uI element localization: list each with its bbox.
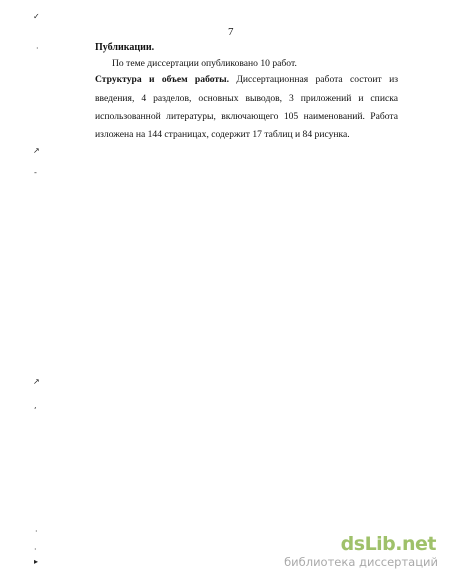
publications-heading: Публикации. [95, 42, 155, 53]
page-number: 7 [228, 26, 234, 38]
structure-first-line [95, 74, 398, 85]
scan-mark: · [36, 44, 39, 53]
watermark-tagline: библиотека диссертаций [284, 555, 438, 569]
structure-line3: использованной литературы, включающего 105 наименований. Работа [95, 111, 398, 122]
scan-mark: ↗ [33, 377, 40, 386]
scan-mark: - [34, 168, 37, 177]
structure-line2: введения, 4 разделов, основных выводов, 3 приложений и списка [95, 93, 398, 104]
scan-mark: · [35, 527, 38, 536]
scan-mark: · [34, 545, 37, 554]
scan-mark: , [34, 401, 37, 410]
scan-mark: ↗ [33, 146, 40, 155]
watermark-brand: dsLib.net [340, 533, 436, 555]
structure-line1-text: Диссертационная работа состоит из [236, 74, 399, 85]
publications-text: По теме диссертации опубликовано 10 работ. [112, 58, 297, 69]
structure-line4: изложена на 144 страницах, содержит 17 таблиц и 84 рисунка. [95, 129, 350, 140]
structure-heading: Структура и объем работы. [95, 74, 230, 85]
scan-mark: ✓ [33, 12, 40, 21]
scan-mark: ▸ [34, 557, 39, 566]
